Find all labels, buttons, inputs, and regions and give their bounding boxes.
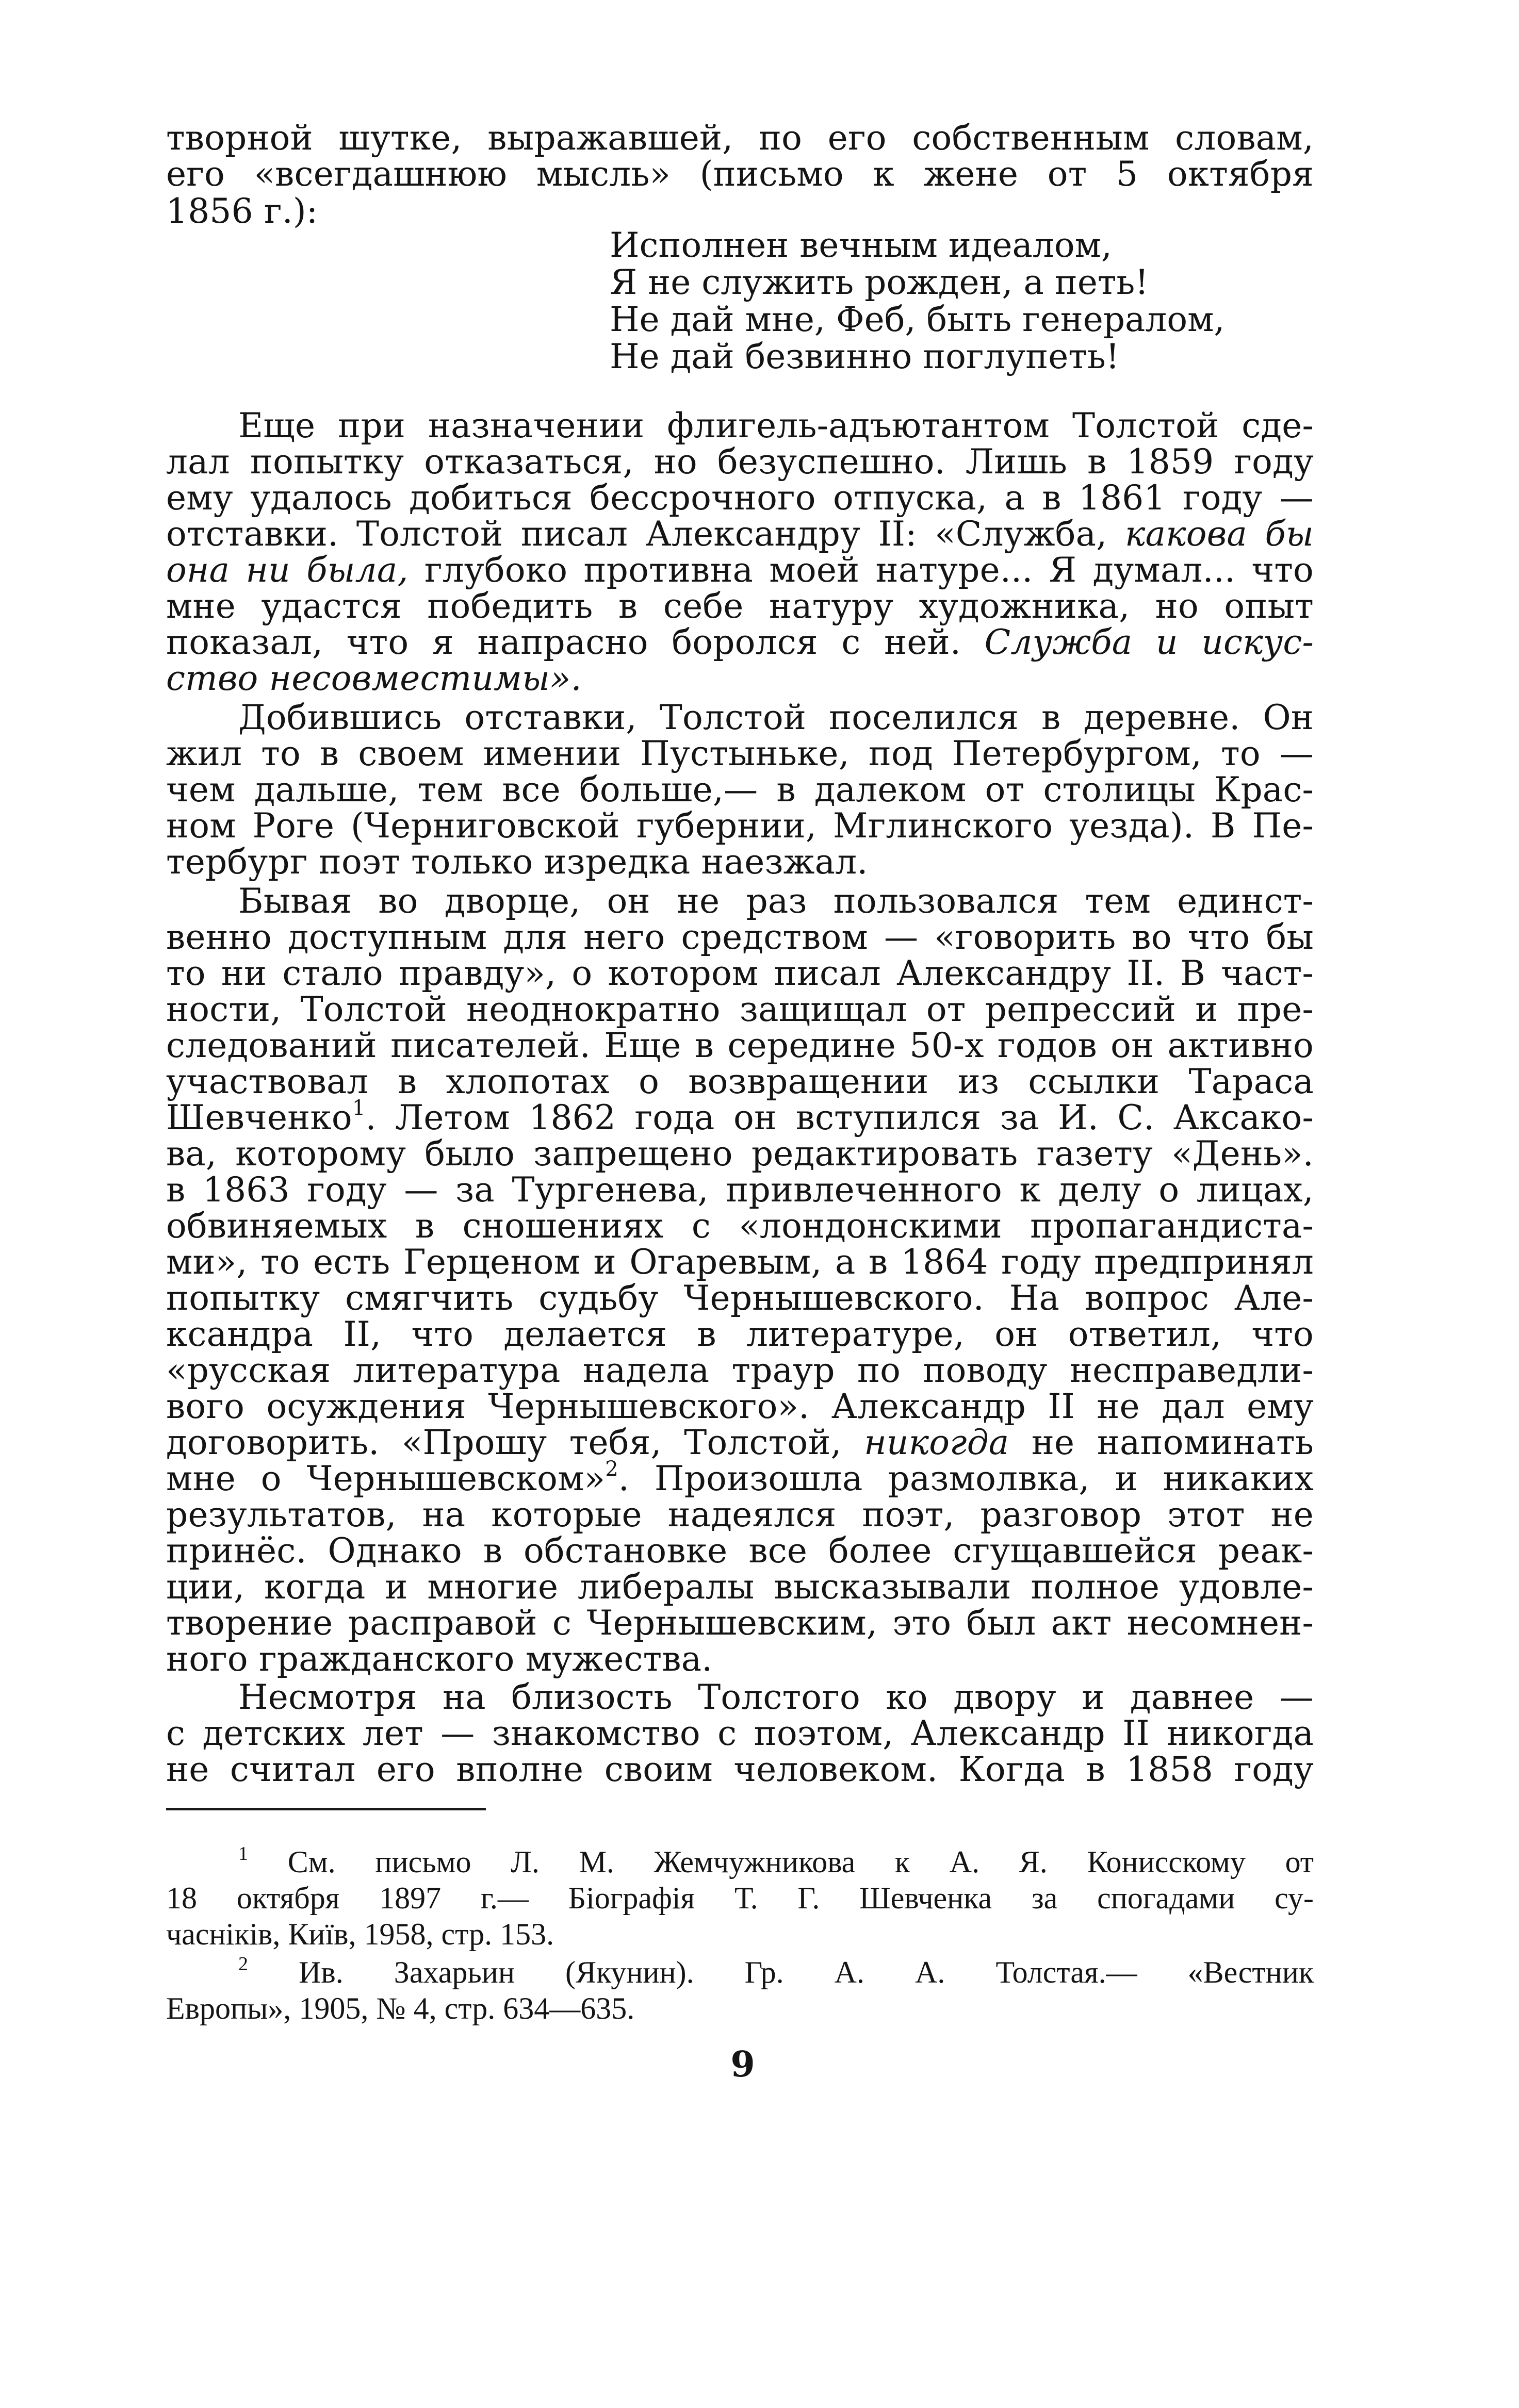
text-run: показал, что я напрасно боролся с ней. <box>166 622 961 662</box>
text-line: чем дальше, тем все больше,— в далеком от столицы Крас- <box>166 770 1314 810</box>
footnote-line <box>166 1954 1314 1990</box>
text-line: то ни стало правду», о котором писал Александру II. В част- <box>166 953 1314 993</box>
text-line: Добившись отставки, Толстой поселился в деревне. Он <box>238 698 1314 737</box>
text-run: глубоко противна моей натуре... Я думал... что <box>424 550 1314 590</box>
text-line: лал попытку отказаться, но безуспешно. Лишь в 1859 году <box>166 442 1314 482</box>
text-run: договорить. «Прошу тебя, Толстой, <box>166 1423 842 1462</box>
text-line: творной шутке, выражавшей, по его собственным словам, <box>166 118 1314 158</box>
text-line: вого осуждения Чернышевского». Александр II не дал ему <box>166 1387 1314 1426</box>
text-line <box>166 624 1314 661</box>
text-line: попытку смягчить судьбу Чернышевского. На вопрос Але- <box>166 1278 1314 1318</box>
text-line: ми», то есть Герценом и Огаревым, а в 1864 году предпринял <box>166 1242 1314 1282</box>
footnote-line: часніків, Київ, 1958, стр. 153. <box>166 1917 554 1951</box>
text-line: обвиняемых в сношениях с «лондонскими пропагандиста- <box>166 1206 1314 1246</box>
text-line: тербург поэт только изредка наезжал. <box>166 842 868 882</box>
text-line: следований писателей. Еще в середине 50-х годов он активно <box>166 1026 1314 1065</box>
text-line: результатов, на которые надеялся поэт, разговор этот не <box>166 1495 1314 1535</box>
text-run: мне о Чернышевском» <box>166 1459 606 1498</box>
italic-run: она ни была, <box>166 550 409 590</box>
verse-line: Не дай мне, Феб, быть генералом, <box>610 300 1225 339</box>
text-line: венно доступным для него средством — «говорить во что бы <box>166 917 1314 957</box>
text-run: не напоминать <box>1031 1423 1314 1462</box>
text-line: ности, Толстой неоднократно защищал от репрессий и пре- <box>166 989 1314 1029</box>
footnote-text: См. письмо Л. М. Жемчужникова к А. Я. Конисскому от <box>287 1845 1314 1879</box>
text-line <box>166 1096 1314 1137</box>
footnote-ref[interactable]: 1 <box>352 1096 366 1120</box>
text-line: участвовал в хлопотах о возвращении из ссылки Тараса <box>166 1062 1314 1101</box>
text-line <box>166 1424 1314 1461</box>
text-line: его «всегдашнюю мысль» (письмо к жене от 5 октября <box>166 154 1314 194</box>
footnote-ref[interactable]: 2 <box>605 1457 618 1481</box>
text-run: . Летом 1862 года он вступился за И. С. Аксако- <box>365 1098 1314 1137</box>
text-line <box>166 552 1314 589</box>
footnote-line: Европы», 1905, № 4, стр. 634—635. <box>166 1991 635 2025</box>
verse-line: Исполнен вечным идеалом, <box>610 225 1112 265</box>
text-line: ции, когда и многие либералы высказывали полное удовле- <box>166 1567 1314 1607</box>
footnote-number: 2 <box>238 1953 248 1975</box>
text-line: Несмотря на близость Толстого ко двору и давнее — <box>238 1677 1314 1717</box>
text-line: ему удалось добиться бессрочного отпуска, а в 1861 году — <box>166 478 1314 518</box>
footnote-separator <box>166 1808 486 1810</box>
italic-run: Служба и искус- <box>984 622 1314 662</box>
text-line: Еще при назначении флигель-адъютантом Толстой сде- <box>238 406 1314 446</box>
italic-run: какова бы <box>1125 514 1314 554</box>
text-line: творение расправой с Чернышевским, это был акт несомнен- <box>166 1603 1314 1643</box>
text-run: отставки. Толстой писал Александру II: «Служба, <box>166 514 1107 554</box>
text-run: Шевченко <box>166 1098 352 1137</box>
page-number: 9 <box>730 2044 755 2085</box>
footnote-line: 18 октября 1897 г.— Біографія Т. Г. Шевченка за спогадами су- <box>166 1881 1314 1915</box>
footnote-line <box>166 1844 1314 1880</box>
text-run: . Произошла размолвка, и никаких <box>618 1459 1314 1498</box>
text-line: ном Роге (Черниговской губернии, Мглинского уезда). В Пе- <box>166 806 1314 846</box>
verse-line: Я не служить рожден, а петь! <box>610 262 1149 302</box>
text-line <box>166 1457 1314 1498</box>
text-line: ксандра II, что делается в литературе, он ответил, что <box>166 1314 1314 1354</box>
text-line: ного гражданского мужества. <box>166 1639 713 1679</box>
verse-line: Не дай безвинно поглупеть! <box>610 337 1120 376</box>
footnote-text: Ив. Захарьин (Якунин). Гр. А. А. Толстая.— «Вестник <box>299 1955 1314 1989</box>
footnote-number: 1 <box>238 1843 248 1865</box>
italic-run: никогда <box>864 1423 1009 1462</box>
text-line: принёс. Однако в обстановке все более сгущавшейся реак- <box>166 1531 1314 1571</box>
text-line: Бывая во дворце, он не раз пользовался тем единст- <box>238 881 1314 921</box>
text-line: «русская литература надела траур по поводу несправедли- <box>166 1350 1314 1390</box>
text-line: с детских лет — знакомство с поэтом, Александр II никогда <box>166 1713 1314 1753</box>
text-line: ство несовместимы». <box>166 658 582 698</box>
text-line: жил то в своем имении Пустыньке, под Петербургом, то — <box>166 734 1314 773</box>
text-line: ва, которому было запрещено редактировать газету «День». <box>166 1134 1314 1174</box>
text-line: мне удастся победить в себе натуру художника, но опыт <box>166 586 1314 626</box>
text-line: 1856 г.): <box>166 191 318 231</box>
text-line: не считал его вполне своим человеком. Когда в 1858 году <box>166 1750 1314 1789</box>
text-line <box>166 516 1314 553</box>
text-line: в 1863 году — за Тургенева, привлеченного к делу о лицах, <box>166 1170 1314 1210</box>
